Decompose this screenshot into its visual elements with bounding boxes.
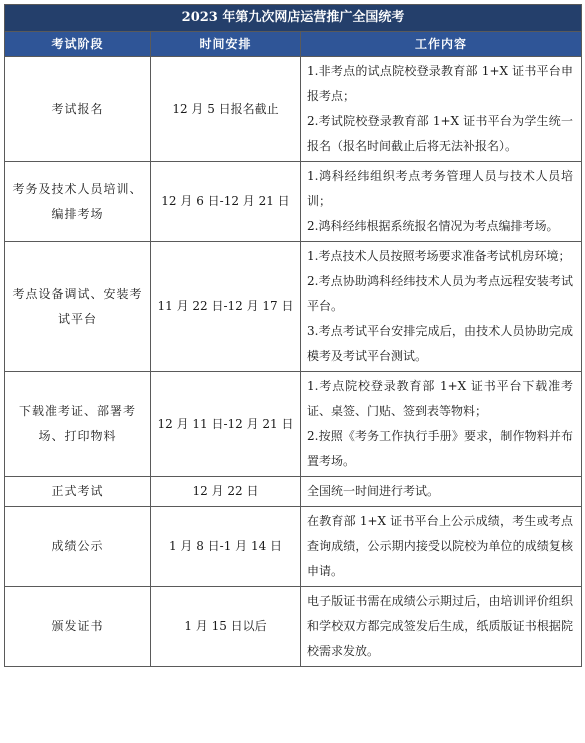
content-cell [301, 587, 582, 667]
content-item: 3.考点考试平台安排完成后，由技术人员协助完成模考及考试平台测试。 [307, 324, 574, 363]
content-item: 2.鸿科经纬根据系统报名情况为考点编排考场。 [307, 219, 559, 233]
content-item: 全国统一时间进行考试。 [307, 484, 440, 498]
table-row [5, 477, 582, 507]
time-cell: 1 月 15 日以后 [151, 587, 301, 667]
table-title: 2023 年第九次网店运营推广全国统考 [5, 5, 582, 32]
content-item: 1.考点院校登录教育部 1+X 证书平台下载准考证、桌签、门贴、签到表等物料； [307, 379, 574, 418]
content-item: 1.非考点的试点院校登录教育部 1+X 证书平台申报考点； [307, 64, 574, 103]
time-cell: 1 月 8 日-1 月 14 日 [151, 507, 301, 587]
content-cell [301, 57, 582, 162]
content-item: 1.考点技术人员按照考场要求准备考试机房环境； [307, 249, 571, 263]
stage-cell: 正式考试 [5, 477, 151, 507]
header-time: 时间安排 [151, 32, 301, 57]
content-cell [301, 162, 582, 242]
content-cell [301, 242, 582, 372]
content-item: 电子版证书需在成绩公示期过后，由培训评价组织和学校双方都完成签发后生成，纸质版证书根据院校需求发放。 [307, 594, 574, 658]
content-cell [301, 477, 582, 507]
stage-cell: 颁发证书 [5, 587, 151, 667]
header-content: 工作内容 [301, 32, 582, 57]
content-item: 1.鸿科经纬组织考点考务管理人员与技术人员培训； [307, 169, 574, 208]
header-stage: 考试阶段 [5, 32, 151, 57]
content-item: 2.考试院校登录教育部 1+X 证书平台为学生统一报名（报名时间截止后将无法补报名）。 [307, 114, 574, 153]
table-row [5, 372, 582, 477]
stage-cell: 考点设备调试、安装考试平台 [5, 242, 151, 372]
time-cell: 12 月 22 日 [151, 477, 301, 507]
content-item: 在教育部 1+X 证书平台上公示成绩，考生或考点查询成绩，公示期内接受以院校为单位的成绩复核申请。 [307, 514, 574, 578]
exam-schedule-sheet [4, 4, 581, 667]
table-row [5, 587, 582, 667]
content-item: 2.考点协助鸿科经纬技术人员为考点远程安装考试平台。 [307, 274, 574, 313]
exam-schedule-table [4, 4, 582, 667]
stage-cell: 考试报名 [5, 57, 151, 162]
stage-cell: 考务及技术人员培训、 编排考场 [5, 162, 151, 242]
table-title-row [5, 5, 582, 32]
content-item: 2.按照《考务工作执行手册》要求，制作物料并布置考场。 [307, 429, 574, 468]
stage-cell: 成绩公示 [5, 507, 151, 587]
table-row [5, 507, 582, 587]
content-cell [301, 372, 582, 477]
table-body [5, 57, 582, 667]
table-row [5, 242, 582, 372]
content-cell [301, 507, 582, 587]
time-cell: 12 月 5 日报名截止 [151, 57, 301, 162]
time-cell: 11 月 22 日-12 月 17 日 [151, 242, 301, 372]
table-row [5, 57, 582, 162]
table-header-row [5, 32, 582, 57]
stage-cell: 下载准考证、部署考场、打印物料 [5, 372, 151, 477]
time-cell: 12 月 11 日-12 月 21 日 [151, 372, 301, 477]
time-cell: 12 月 6 日-12 月 21 日 [151, 162, 301, 242]
table-row [5, 162, 582, 242]
